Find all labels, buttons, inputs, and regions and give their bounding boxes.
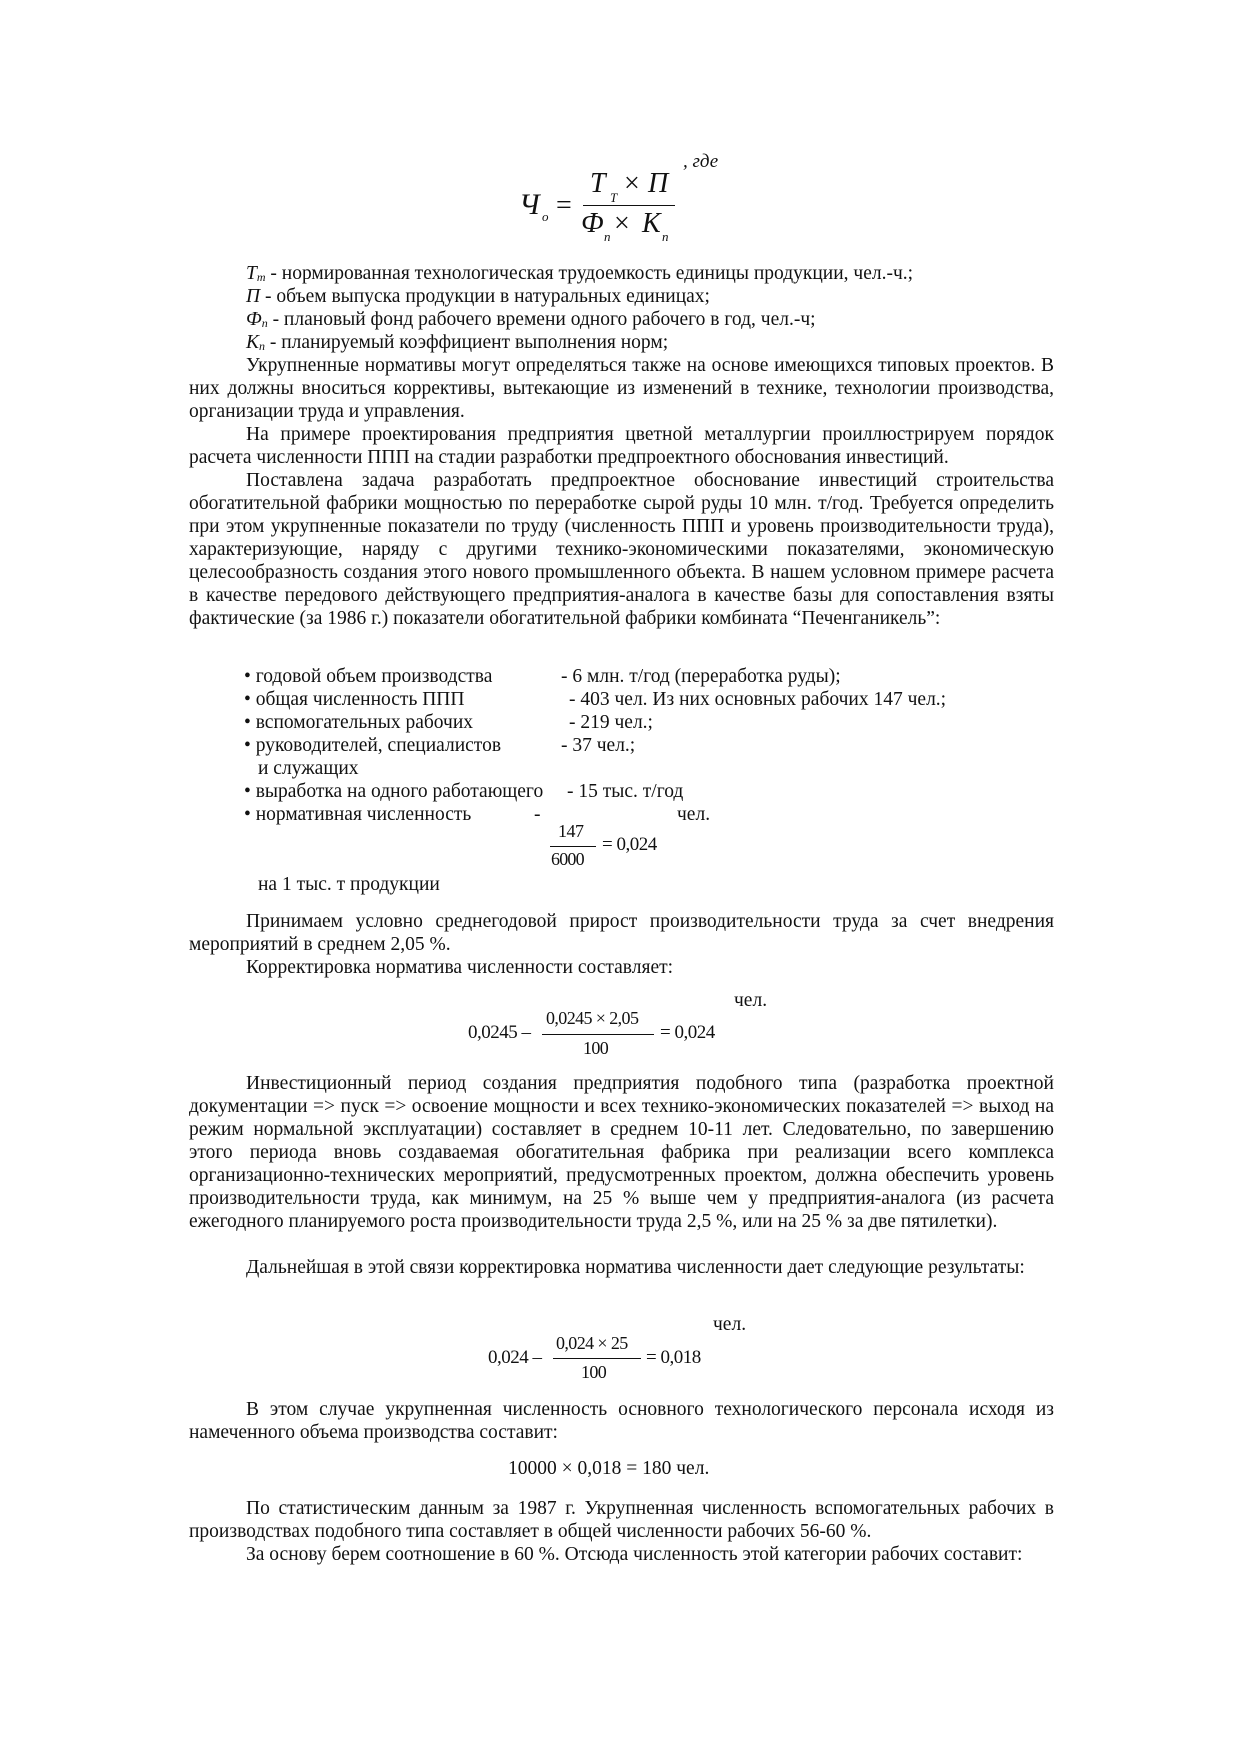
formula-den-b-sub: п (662, 229, 669, 244)
list-item-label: • общая численность ППП (244, 689, 465, 710)
formula-num-b: П (648, 168, 669, 199)
norm-unit: чел. (677, 804, 711, 825)
paragraph: Корректировка норматива численности составляет: (246, 957, 674, 978)
paragraph: В этом случае укрупненная численность основного технологического персонала исходя из намеченного объема производства составит: (189, 1399, 1054, 1443)
formula-den-times: × (614, 208, 630, 239)
paragraph: Инвестиционный период создания предприятия подобного типа (разработка проектной документации => пуск => освоение мощности и всех технико-экономических показателей => выход на режим нормальной эксплуатации) составляет в среднем 10-11 лет. Следовательно, по завершению этого периода вновь создаваемая обогатительная фабрика при реализации всего комплекса организационно-технических мероприятий, предусмотренных проектом, должна обеспечить уровень производительности труда, как минимум, на 25 % выше чем у предприятия-аналога (из расчета ежегодного планируемого роста производительности труда 2,5 %, или на 25 % за две пятилетки). (189, 1073, 1054, 1232)
definition-line (246, 285, 710, 308)
definition-symbol: П (246, 286, 261, 307)
definition-text: - планируемый коэффициент выполнения норм; (264, 332, 669, 353)
calc1-result: = 0,024 (660, 1022, 715, 1043)
paragraph: За основу берем соотношение в 60 %. Отсюда численность этой категории рабочих составит: (246, 1544, 1023, 1565)
calc2-fraction-bar (553, 1358, 641, 1359)
list-item-value: - 219 чел.; (569, 712, 653, 733)
definition-text: - объем выпуска продукции в натуральных единицах; (260, 286, 710, 307)
norm-result: = 0,024 (602, 834, 657, 855)
calc2-numerator: 0,024 × 25 (556, 1333, 628, 1353)
list-item-label: • вспомогательных рабочих (244, 712, 474, 733)
calc2-result: = 0,018 (646, 1347, 701, 1368)
paragraph: По статистическим данным за 1987 г. Укрупненная численность вспомогательных рабочих в производствах подобного типа составляет в общей численности рабочих 56-60 %. (189, 1498, 1054, 1542)
definition-symbol: Т (246, 263, 257, 284)
calc1-numerator: 0,0245 × 2,05 (546, 1008, 639, 1028)
formula-num-times: × (624, 168, 640, 199)
formula-lhs: Ч (519, 188, 540, 221)
formula-den-a: Ф (581, 208, 604, 239)
formula-den-b: К (642, 208, 661, 239)
norm-per-unit: на 1 тыс. т продукции (258, 874, 440, 895)
definition-subscript: т (256, 270, 266, 284)
norm-fraction-bar (550, 846, 596, 847)
definition-symbol: К (246, 332, 259, 353)
calc2-lead: 0,024 – (488, 1347, 542, 1368)
calc1-denominator: 100 (583, 1038, 609, 1058)
paragraph: Поставлена задача разработать предпроектное обоснование инвестиций строительства обогатительной фабрики мощностью по переработке сырой руды 10 млн. т/год. Требуется определить при этом укрупненные показатели по труду (численность ППП и уровень производительности труда), характеризующие, наряду с другими технико-экономическими показателями, экономическую целесообразность создания этого нового промышленного объекта. В нашем условном примере расчета в качестве передового действующего предприятия-аналога в качестве базы для сопоставления взяты фактические (за 1986 г.) показатели обогатительной фабрики комбината “Печенганикель”: (189, 470, 1054, 629)
definition-text: - плановый фонд рабочего времени одного рабочего в год, чел.-ч; (267, 309, 816, 330)
list-item-label: и служащих (258, 758, 359, 779)
calc2-unit: чел. (713, 1314, 747, 1335)
calc2-denominator: 100 (581, 1362, 607, 1382)
formula-equals: = (556, 190, 572, 221)
calc1-unit: чел. (734, 990, 768, 1011)
definition-subscript: п (258, 339, 265, 353)
list-item-label: • нормативная численность (244, 804, 472, 825)
calc3-formula: 10000 × 0,018 = 180 чел. (508, 1458, 710, 1479)
formula-den-a-sub: п (604, 229, 611, 244)
paragraph: На примере проектирования предприятия цветной металлургии проиллюстрируем порядок расчета численности ППП на стадии разработки предпроектного обоснования инвестиций. (189, 424, 1054, 468)
list-item-label: • годовой объем производства (244, 666, 493, 687)
list-item-label: • руководителей, специалистов (244, 735, 502, 756)
calc1-lead: 0,0245 – (468, 1022, 531, 1043)
list-item-value: - 403 чел. Из них основных рабочих 147 чел.; (569, 689, 947, 710)
list-item-value: - 6 млн. т/год (переработка руды); (561, 666, 841, 687)
paragraph: Дальнейшая в этой связи корректировка норматива численности дает следующие результаты: (246, 1257, 1025, 1278)
paragraph: Укрупненные нормативы могут определяться также на основе имеющихся типовых проектов. В них должны вноситься коррективы, вытекающие из изменений в технике, технологии производства, организации труда и управления. (189, 355, 1054, 422)
formula-where: , где (683, 151, 719, 172)
calc1-fraction-bar (542, 1034, 654, 1035)
list-item-value: - (534, 804, 541, 825)
list-item-value: - 15 тыс. т/год (567, 781, 684, 802)
formula-num-a: Т (590, 168, 606, 199)
norm-denominator: 6000 (551, 849, 584, 869)
paragraph: Принимаем условно среднегодовой прирост производительности труда за счет внедрения мероприятий в среднем 2,05 %. (189, 911, 1054, 955)
formula-num-a-sub: Т (610, 190, 618, 205)
definition-subscript: п (261, 316, 268, 330)
list-item-value: - 37 чел.; (561, 735, 636, 756)
norm-numerator: 147 (558, 821, 584, 841)
definition-symbol: Ф (246, 309, 262, 330)
definition-text: - нормированная технологическая трудоемкость единицы продукции, чел.-ч.; (265, 263, 914, 284)
formula-fraction-bar (583, 205, 675, 206)
formula-lhs-sub: о (542, 209, 549, 224)
list-item-label: • выработка на одного работающего (244, 781, 544, 802)
